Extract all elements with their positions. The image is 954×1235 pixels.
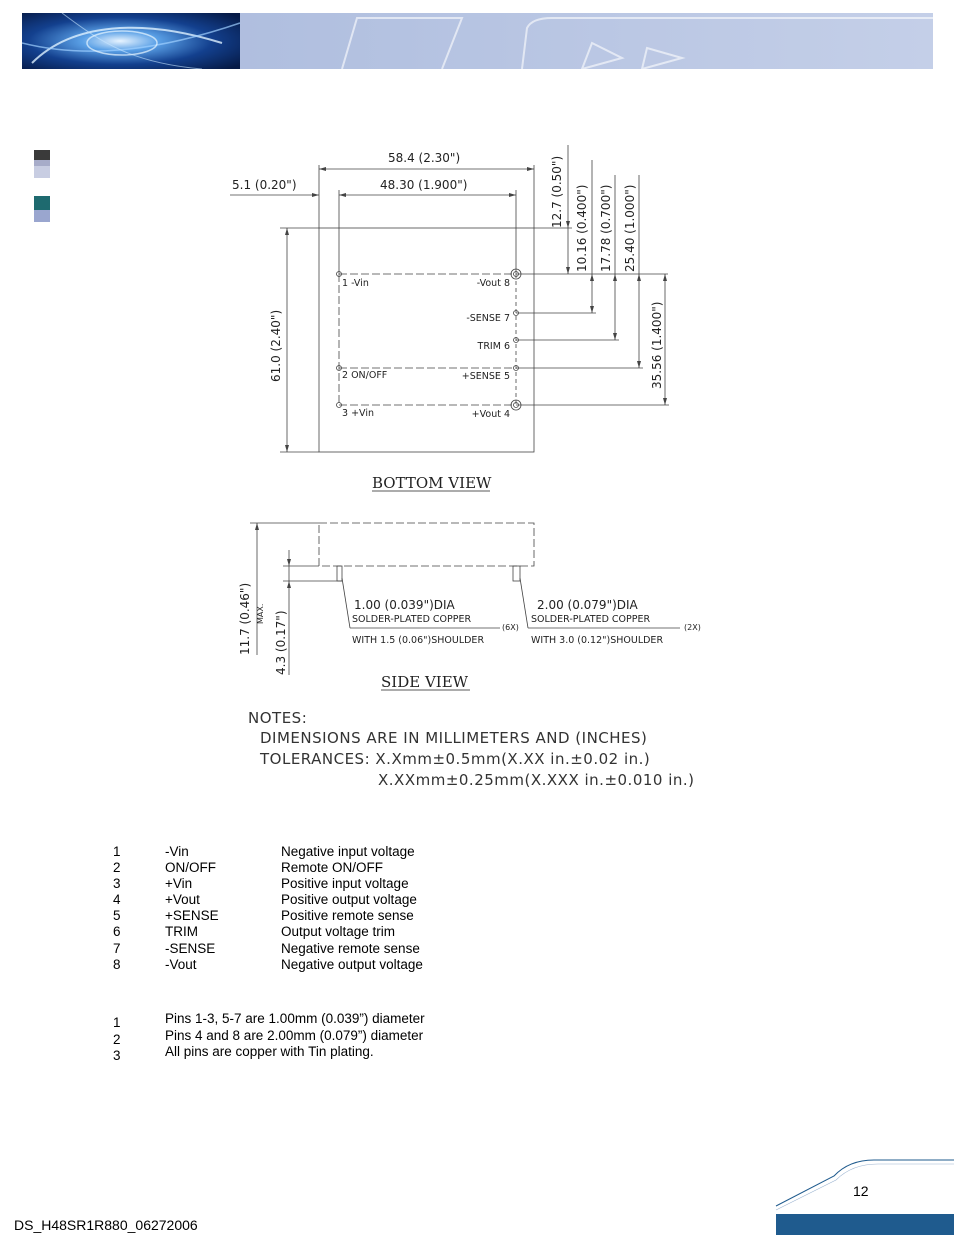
pin-label-8: -Vout 8 (476, 278, 510, 289)
pin-function: Output voltage trim (281, 924, 396, 940)
pin-function: Negative remote sense (281, 940, 420, 956)
pin-name: -SENSE (165, 940, 216, 956)
note-number: 2 (113, 1031, 121, 1047)
pin-number: 2 (113, 860, 121, 876)
note-number: 1 (113, 1015, 121, 1030)
dim-left-height: 61.0 (2.40") (269, 309, 283, 382)
dim-right-2: 10.16 (0.400") (575, 184, 589, 272)
pin-function: Negative input voltage (281, 844, 415, 859)
notes-heading: NOTES: (248, 709, 308, 727)
pin-name: +Vout (165, 892, 200, 908)
pin-name: +Vin (165, 876, 193, 892)
pin-function: Positive output voltage (281, 892, 417, 908)
document-id: DS_H48SR1R880_06272006 (14, 1217, 198, 1233)
pin-large-line1: 2.00 (0.079")DIA (537, 598, 638, 612)
pin-name: -Vin (165, 844, 189, 859)
bottom-view-title: BOTTOM VIEW (372, 474, 492, 492)
pin-large-line2: SOLDER-PLATED COPPER (531, 614, 651, 625)
pin-number: 4 (113, 892, 121, 908)
pin-label-1: 1 -Vin (342, 278, 369, 289)
pin-name: TRIM (165, 924, 198, 940)
pin-number: 5 (113, 908, 121, 924)
pin-large-line3: WITH 3.0 (0.12")SHOULDER (531, 635, 664, 646)
pin-function: Remote ON/OFF (281, 860, 384, 876)
pin-label-5: +SENSE 5 (461, 371, 510, 382)
pin-function: Positive input voltage (281, 876, 409, 892)
pin-number: 8 (113, 956, 121, 972)
pin-small-count: (6X) (502, 623, 519, 632)
pin-number: 3 (113, 876, 121, 892)
dim-side-pin-length: 4.3 (0.17") (274, 610, 288, 675)
pin-label-2: 2 ON/OFF (342, 370, 388, 381)
side-view-body (319, 523, 534, 566)
pin-function: Negative output voltage (281, 956, 423, 972)
pin-number: 1 (113, 844, 121, 859)
pin-small-line3: WITH 1.5 (0.06")SHOULDER (352, 635, 485, 646)
pin-function: Positive remote sense (281, 908, 414, 924)
dim-right-5: 35.56 (1.400") (650, 301, 664, 389)
dim-pin-span: 48.30 (1.900") (380, 178, 468, 192)
dim-right-3: 17.78 (0.700") (599, 184, 613, 272)
dim-side-max: MAX. (256, 603, 265, 624)
pin-name: -Vout (165, 956, 197, 972)
pin-number: 7 (113, 940, 121, 956)
note-text: Pins 1-3, 5-7 are 1.00mm (0.039”) diameter (165, 1011, 425, 1026)
note-text: Pins 4 and 8 are 2.00mm (0.079”) diameter (165, 1027, 424, 1043)
dim-side-height: 11.7 (0.46") (238, 582, 252, 655)
notes-line3: X.XXmm±0.25mm(X.XXX in.±0.010 in.) (378, 771, 695, 789)
pin-label-4: +Vout 4 (471, 409, 510, 420)
pin-number: 6 (113, 924, 121, 940)
dim-left-offset: 5.1 (0.20") (232, 178, 297, 192)
notes-line1: DIMENSIONS ARE IN MILLIMETERS AND (INCHES) (260, 729, 648, 747)
pin-label-7: -SENSE 7 (466, 313, 510, 324)
pin-label-3: 3 +Vin (342, 408, 374, 419)
note-number: 3 (113, 1048, 121, 1063)
pin-large-count: (2X) (684, 623, 701, 632)
note-text: All pins are copper with Tin plating. (165, 1044, 374, 1059)
pin-small-line1: 1.00 (0.039")DIA (354, 598, 455, 612)
pin-small-line2: SOLDER-PLATED COPPER (352, 614, 472, 625)
notes-line2: TOLERANCES: X.Xmm±0.5mm(X.XX in.±0.02 in.) (260, 750, 651, 768)
pin-name: +SENSE (165, 908, 219, 924)
dim-overall-width: 58.4 (2.30") (388, 151, 461, 165)
dim-right-4: 25.40 (1.000") (623, 184, 637, 272)
side-view-title: SIDE VIEW (381, 673, 469, 691)
page-number: 12 (853, 1183, 869, 1199)
dim-right-1: 12.7 (0.50") (550, 155, 564, 228)
pin-label-6: TRIM 6 (477, 341, 510, 352)
pin-name: ON/OFF (165, 860, 216, 876)
